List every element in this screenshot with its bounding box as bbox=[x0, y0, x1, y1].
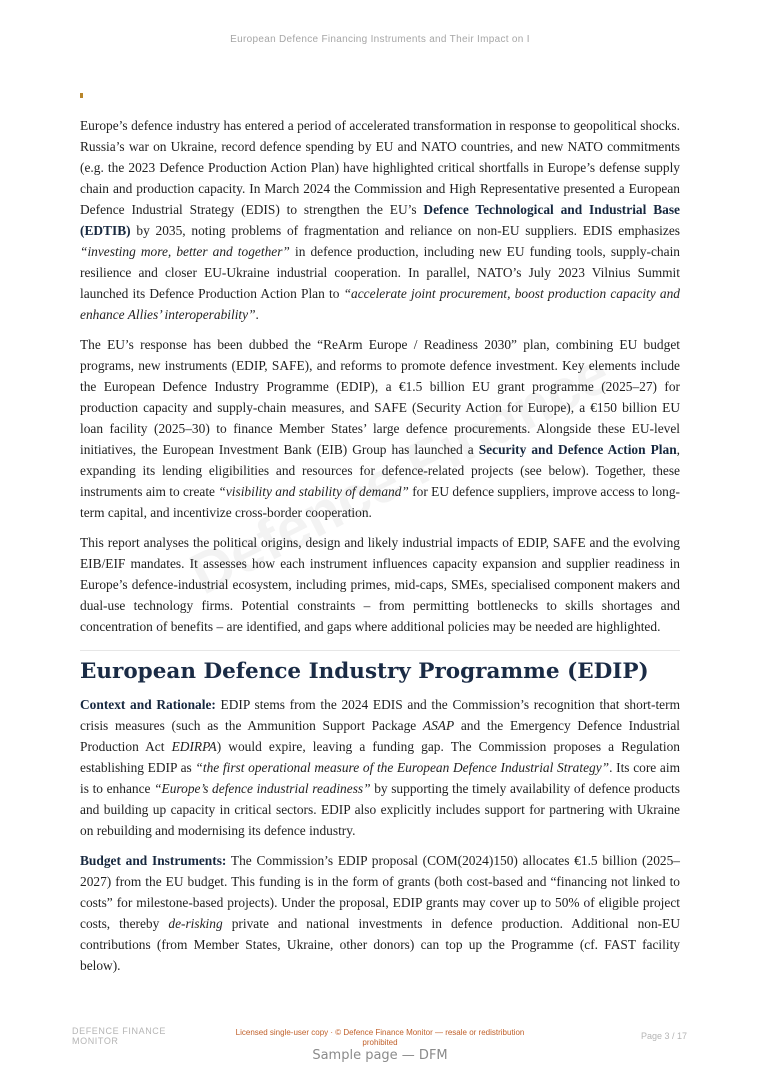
text-run: by supporting the timely availability of defence products and building up capacity in critical sectors. EDIP also explicitly includes support for partnering with Ukraine on rebuilding and modernising its defence industry. bbox=[80, 781, 680, 838]
footer-brand bbox=[72, 1027, 166, 1046]
accent-mark bbox=[80, 93, 83, 98]
section-divider bbox=[80, 650, 680, 651]
italic-quote: de-risking bbox=[168, 916, 223, 931]
text-run: , expanding its lending eligibilities and resources for defence-related projects (see below). Together, these instruments aim to create bbox=[80, 442, 680, 499]
bold-term: Budget and Instruments: bbox=[80, 853, 227, 868]
text-run: private and national investments in defence production. Additional non-EU contributions (from Member States, Ukraine, other donors) can top up the Programme (cf. FAST facility below). bbox=[80, 916, 680, 973]
text-run: and the Emergency Defence Industrial Production Act bbox=[80, 718, 680, 754]
sample-label: Sample page — DFM bbox=[312, 1048, 448, 1063]
text-run: ) would expire, leaving a funding gap. The Commission proposes a Regulation establishing EDIP as bbox=[80, 739, 680, 775]
italic-quote: “the first operational measure of the European Defence Industrial Strategy” bbox=[195, 760, 610, 775]
running-header: European Defence Financing Instruments and Their Impact on I bbox=[230, 34, 530, 45]
text-run: in defence production, including new EU funding tools, supply-chain resilience and closer EU-Ukraine industrial cooperation. In parallel, NATO’s July 2023 Vilnius Summit launched its Defence Production Action Plan to bbox=[80, 244, 680, 301]
section-heading: European Defence Industry Programme (EDIP) bbox=[80, 659, 649, 684]
intro-paragraph-3 bbox=[80, 532, 680, 637]
text-run: by 2035, noting problems of fragmentation and reliance on non-EU suppliers. EDIS emphasizes bbox=[130, 223, 680, 238]
italic-quote: “visibility and stability of demand” bbox=[218, 484, 409, 499]
bold-term: Security and Defence Action Plan bbox=[478, 442, 677, 457]
text-run: . Its core aim is to enhance bbox=[80, 760, 680, 796]
italic-quote: “Europe’s defence industrial readiness” bbox=[154, 781, 371, 796]
italic-quote: ASAP bbox=[422, 718, 455, 733]
text-run: for EU defence suppliers, improve access to long-term capital, and incentivize cross-border cooperation. bbox=[80, 484, 680, 520]
italic-quote: EDIRPA bbox=[171, 739, 217, 754]
license-notice: Licensed single-user copy · © Defence Finance Monitor — resale or redistribution prohibited bbox=[235, 1028, 525, 1047]
text-run: EDIP stems from the 2024 EDIS and the Commission’s recognition that short-term crisis measures (such as the Ammunition Support Package bbox=[80, 697, 680, 733]
text-run: The Commission’s EDIP proposal (COM(2024)150) allocates €1.5 billion (2025–2027) from the EU budget. This funding is in the form of grants (both cost‑based and “financing not linked to costs” for milestone-based projects). Under the proposal, EDIP grants may cover up to 50% of eligible project costs, thereby bbox=[80, 853, 680, 931]
bold-term: Context and Rationale: bbox=[80, 697, 216, 712]
bold-term: Defence Technological and Industrial Base (EDTIB) bbox=[80, 202, 680, 238]
page-body bbox=[80, 115, 680, 985]
text-run: . bbox=[255, 307, 259, 322]
intro-paragraph-2 bbox=[80, 334, 680, 523]
footer-brand-line-2: MONITOR bbox=[72, 1035, 119, 1046]
budget-paragraph bbox=[80, 850, 680, 976]
italic-quote: “accelerate joint procurement, boost production capacity and enhance Allies’ interoperability” bbox=[80, 286, 680, 322]
context-paragraph bbox=[80, 694, 680, 841]
footer-brand-line-1: DEFENCE FINANCE bbox=[72, 1026, 167, 1036]
intro-paragraph-1 bbox=[80, 115, 680, 325]
text-run: Europe’s defence industry has entered a period of accelerated transformation in response to geopolitical shocks. Russia’s war on Ukraine, record defence spending by EU and NATO countries, and new NATO commitments (e.g. the 2023 Defence Production Action Plan) have highlighted critical shortfalls in Europe’s defense supply chain and production capacity. In March 2024 the Commission and High Representative presented a European Defence Industrial Strategy (EDIS) to strengthen the EU’s bbox=[80, 118, 680, 217]
text-run: The EU’s response has been dubbed the “ReArm Europe / Readiness 2030” plan, combining EU budget programs, new instruments (EDIP, SAFE), and reforms to promote defence investment. Key elements include the European Defence Industry Programme (EDIP), a €1.5 billion EU grant programme (2025–27) for production capacity and supply-chain measures, and SAFE (Security Action for Europe), a €150 billion EU loan facility (2025–30) to finance Member States’ large defence procurements. Alongside these EU-level initiatives, the European Investment Bank (EIB) Group has launched a bbox=[80, 337, 680, 457]
text-run: This report analyses the political origins, design and likely industrial impacts of EDIP, SAFE and the evolving EIB/EIF mandates. It assesses how each instrument influences capacity expansion and supplier readiness in Europe’s defence-industrial ecosystem, including primes, mid-caps, SMEs, specialised component makers and dual-use technology firms. Potential constraints – from permitting bottlenecks to skills shortages and concentration of benefits – are identified, and gaps where additional policies may be needed are highlighted. bbox=[80, 535, 680, 634]
page-number: Page 3 / 17 bbox=[640, 1031, 687, 1041]
italic-quote: “investing more, better and together” bbox=[80, 244, 290, 259]
